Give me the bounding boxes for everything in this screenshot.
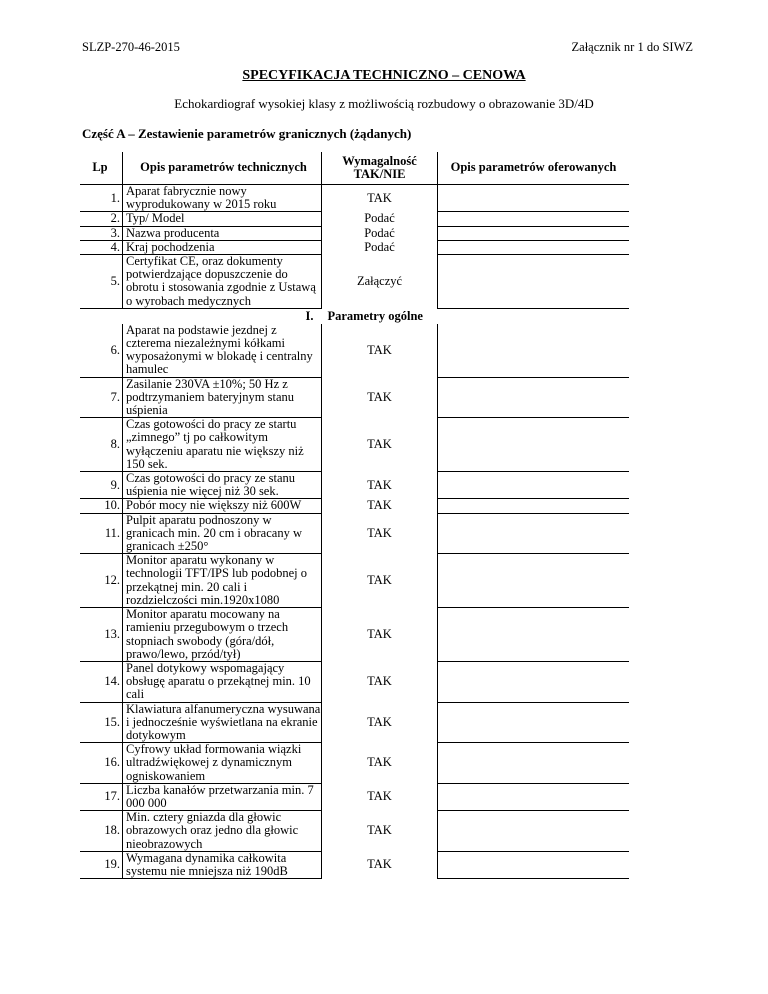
- row-requirement: TAK: [367, 437, 392, 452]
- row-description: Monitor aparatu mocowany na ramieniu przegubowym o trzech stopniach swobody (góra/dół, prawo/lewo, przód/tył): [123, 608, 322, 662]
- header-requirement: Wymagalność TAK/NIE: [322, 152, 438, 185]
- row-description: Czas gotowości do pracy ze startu „zimnego” tj po całkowitym wyłączeniu aparatu nie większy niż 150 sek.: [123, 418, 322, 472]
- row-requirement: TAK: [367, 626, 392, 641]
- header-lp: Lp: [80, 152, 123, 185]
- row-description: Pulpit aparatu podnoszony w granicach min. 20 cm i obracany w granicach ±250°: [123, 513, 322, 554]
- row-description: Liczba kanałów przetwarzania min. 7 000 000: [123, 783, 322, 810]
- table-row: [80, 608, 629, 662]
- attachment-label: Załącznik nr 1 do SIWZ: [571, 40, 693, 54]
- row-number: 13.: [80, 608, 123, 662]
- row-requirement: TAK: [367, 573, 392, 588]
- section-name: Parametry ogólne: [327, 308, 423, 323]
- table-row: [80, 324, 629, 377]
- row-number: 4.: [80, 240, 123, 254]
- section-row: [80, 308, 629, 324]
- row-number: 9.: [80, 472, 123, 499]
- row-number: 5.: [80, 255, 123, 309]
- row-description: Typ/ Model: [123, 212, 322, 226]
- row-offered-value[interactable]: [438, 554, 630, 608]
- row-number: 18.: [80, 811, 123, 852]
- table-row: [80, 255, 629, 309]
- row-requirement: TAK: [367, 714, 392, 729]
- table-row: [80, 783, 629, 810]
- row-requirement: TAK: [367, 477, 392, 492]
- row-requirement: TAK: [367, 498, 392, 513]
- row-number: 10.: [80, 499, 123, 513]
- spec-table: [80, 152, 629, 879]
- row-offered-value[interactable]: [438, 418, 630, 472]
- row-offered-value[interactable]: [438, 226, 630, 240]
- table-row: [80, 702, 629, 743]
- row-requirement: TAK: [367, 525, 392, 540]
- row-description: Pobór mocy nie większy niż 600W: [123, 499, 322, 513]
- row-number: 17.: [80, 783, 123, 810]
- row-requirement: Podać: [364, 225, 395, 240]
- row-requirement: Podać: [364, 211, 395, 226]
- table-row: [80, 240, 629, 254]
- row-description: Zasilanie 230VA ±10%; 50 Hz z podtrzymaniem bateryjnym stanu uśpienia: [123, 377, 322, 418]
- row-description: Min. cztery gniazda dla głowic obrazowych oraz jedno dla głowic nieobrazowych: [123, 811, 322, 852]
- table-row: [80, 185, 629, 212]
- row-number: 8.: [80, 418, 123, 472]
- row-offered-value[interactable]: [438, 661, 630, 702]
- row-requirement: TAK: [367, 857, 392, 872]
- document-title: SPECYFIKACJA TECHNICZNO – CENOWA: [242, 68, 526, 83]
- table-row: [80, 226, 629, 240]
- row-requirement: Załączyć: [356, 273, 403, 288]
- table-row: [80, 212, 629, 226]
- row-requirement: TAK: [367, 789, 392, 804]
- row-number: 7.: [80, 377, 123, 418]
- table-row: [80, 851, 629, 878]
- row-number: 3.: [80, 226, 123, 240]
- table-row: [80, 472, 629, 499]
- table-row: [80, 661, 629, 702]
- table-row: [80, 377, 629, 418]
- row-requirement: TAK: [367, 823, 392, 838]
- row-number: 19.: [80, 851, 123, 878]
- row-offered-value[interactable]: [438, 377, 630, 418]
- row-description: Certyfikat CE, oraz dokumenty potwierdzające dopuszczenie do obrotu i stosowania zgodnie z Ustawą o wyrobach medycznych: [123, 255, 322, 309]
- table-row: [80, 554, 629, 608]
- document-subtitle: Echokardiograf wysokiej klasy z możliwością rozbudowy o obrazowanie 3D/4D: [174, 96, 594, 111]
- row-description: Cyfrowy układ formowania wiązki ultradźwiękowej z dynamicznym ogniskowaniem: [123, 743, 322, 784]
- table-row: [80, 513, 629, 554]
- row-offered-value[interactable]: [438, 472, 630, 499]
- document-code: SLZP-270-46-2015: [82, 40, 180, 54]
- row-requirement: Podać: [364, 239, 395, 254]
- row-offered-value[interactable]: [438, 240, 630, 254]
- row-description: Nazwa producenta: [123, 226, 322, 240]
- row-requirement: TAK: [367, 674, 392, 689]
- row-description: Panel dotykowy wspomagający obsługę aparatu o przekątnej min. 10 cali: [123, 661, 322, 702]
- row-requirement: TAK: [367, 389, 392, 404]
- table-header-row: [80, 152, 629, 185]
- row-offered-value[interactable]: [438, 324, 630, 377]
- row-number: 11.: [80, 513, 123, 554]
- section-roman-numeral: I.: [305, 308, 314, 323]
- row-description: Aparat fabrycznie nowy wyprodukowany w 2015 roku: [123, 185, 322, 212]
- table-body-bottom: [80, 324, 629, 879]
- row-number: 1.: [80, 185, 123, 212]
- row-number: 2.: [80, 212, 123, 226]
- row-description: Kraj pochodzenia: [123, 240, 322, 254]
- section-heading: Część A – Zestawienie parametrów granicznych (żądanych): [82, 126, 412, 141]
- row-offered-value[interactable]: [438, 499, 630, 513]
- row-description: Aparat na podstawie jezdnej z czterema niezależnymi kółkami wyposażonymi w blokadę i centralny hamulec: [123, 324, 322, 377]
- row-offered-value[interactable]: [438, 743, 630, 784]
- row-description: Klawiatura alfanumeryczna wysuwana i jednocześnie wyświetlana na ekranie dotykowym: [123, 702, 322, 743]
- table-row: [80, 811, 629, 852]
- row-offered-value[interactable]: [438, 608, 630, 662]
- table-row: [80, 418, 629, 472]
- row-number: 14.: [80, 661, 123, 702]
- row-requirement: TAK: [367, 342, 392, 357]
- row-offered-value[interactable]: [438, 185, 630, 212]
- row-number: 15.: [80, 702, 123, 743]
- row-offered-value[interactable]: [438, 851, 630, 878]
- row-offered-value[interactable]: [438, 783, 630, 810]
- row-offered-value[interactable]: [438, 513, 630, 554]
- row-description: Monitor aparatu wykonany w technologii TFT/IPS lub podobnej o przekątnej min. 20 cali i rozdzielczości min.1920x1080: [123, 554, 322, 608]
- table-row: [80, 743, 629, 784]
- row-description: Wymagana dynamika całkowita systemu nie mniejsza niż 190dB: [123, 851, 322, 878]
- row-number: 16.: [80, 743, 123, 784]
- row-requirement: TAK: [367, 190, 392, 205]
- row-offered-value[interactable]: [438, 255, 630, 309]
- table-row: [80, 499, 629, 513]
- header-offered: Opis parametrów oferowanych: [438, 152, 630, 185]
- row-offered-value[interactable]: [438, 212, 630, 226]
- row-offered-value[interactable]: [438, 811, 630, 852]
- header-description: Opis parametrów technicznych: [123, 152, 322, 185]
- row-requirement: TAK: [367, 755, 392, 770]
- row-number: 6.: [80, 324, 123, 377]
- row-offered-value[interactable]: [438, 702, 630, 743]
- table-body-top: [80, 185, 629, 309]
- row-number: 12.: [80, 554, 123, 608]
- table-section-body: [80, 308, 629, 324]
- row-description: Czas gotowości do pracy ze stanu uśpienia nie więcej niż 30 sek.: [123, 472, 322, 499]
